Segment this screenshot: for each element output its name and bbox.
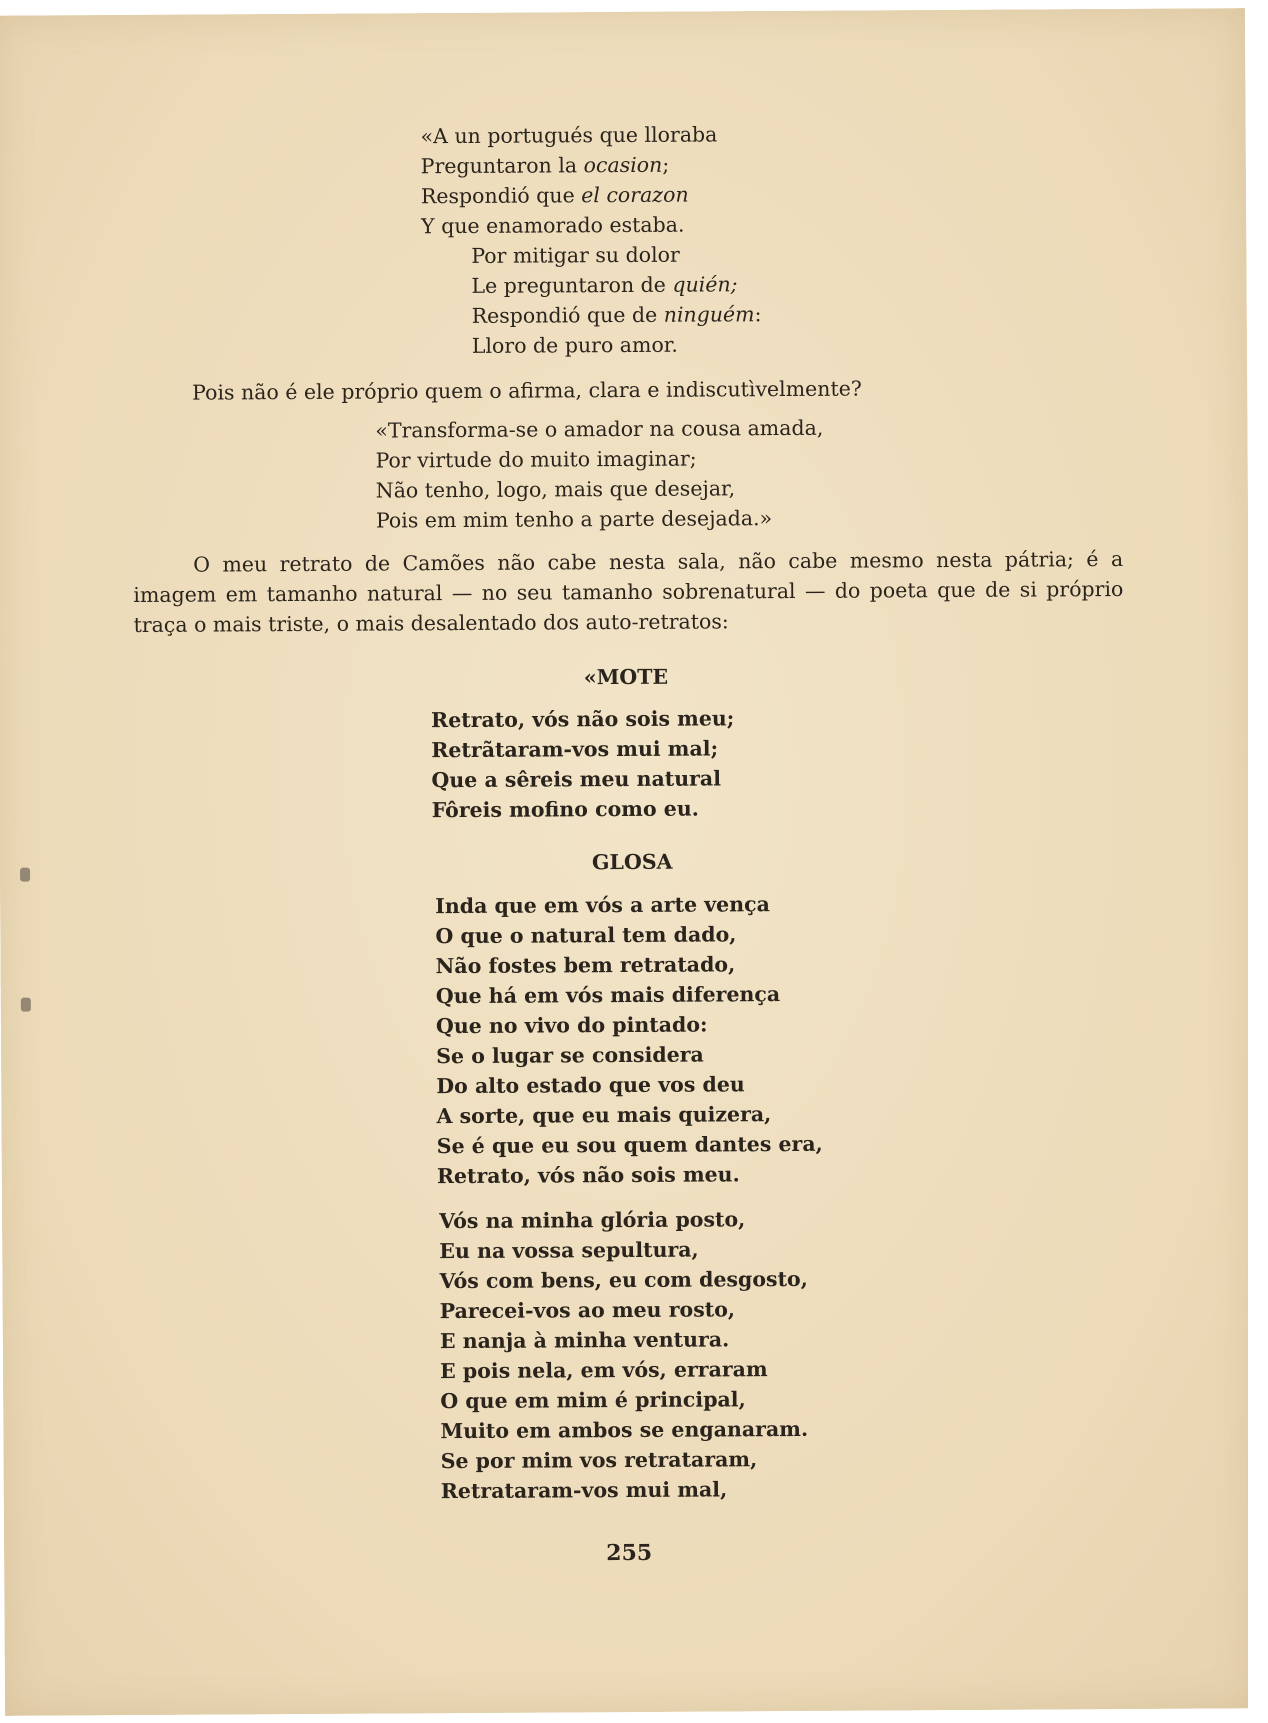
verse-line: [421, 209, 761, 241]
mote-verse: [431, 703, 735, 825]
verse-text: «A un portugués que lloraba: [420, 122, 718, 149]
verse-line: O que em mim é principal,: [440, 1387, 746, 1414]
verse-line: Eu na vossa sepultura,: [439, 1237, 699, 1264]
page-margin: [1248, 0, 1268, 1723]
italic-word: el corazon: [581, 182, 689, 208]
verse-line: [421, 269, 761, 301]
verse-line: «Transforma-se o amador na cousa amada,: [375, 415, 824, 443]
verse-text: Respondió que: [420, 183, 582, 209]
verse-line: Inda que em vós a arte vença: [435, 892, 770, 919]
glosa-stanza-1: [435, 889, 823, 1191]
verse-line: O que o natural tem dado,: [435, 922, 737, 949]
verse-text: Lloro de puro amor.: [471, 332, 678, 358]
verse-text: ;: [662, 152, 670, 177]
verse-line: Vós na minha glória posto,: [439, 1207, 746, 1234]
paragraph-question-text: Pois não é ele próprio quem o afirma, clara e indiscutìvelmente?: [192, 376, 862, 405]
verse-line: [421, 149, 761, 181]
verse-line: Retrataram-vos mui mal,: [440, 1477, 728, 1504]
verse-text: :: [754, 302, 762, 327]
verse-line: Por virtude do muito imaginar;: [375, 446, 697, 473]
verse-text: Preguntaron la: [420, 153, 584, 179]
italic-word: quién;: [672, 272, 738, 297]
verse-line: Não fostes bem retratado,: [435, 952, 736, 979]
verse-text: Respondió que de: [471, 302, 664, 328]
verse-line: [420, 119, 760, 151]
verse-line: Parecei-vos ao meu rosto,: [439, 1297, 736, 1324]
mote-title: «MOTE: [583, 664, 669, 690]
verse-text: Por mitigar su dolor: [471, 242, 680, 268]
binding-hole-mark: [21, 998, 31, 1012]
verse-line: Se é que eu sou quem dantes era,: [436, 1131, 823, 1159]
book-page: [0, 8, 1255, 1716]
verse-line: [422, 299, 762, 331]
verse-line: Não tenho, logo, mais que desejar,: [375, 476, 736, 503]
page-number: 255: [606, 1539, 653, 1567]
italic-word: ninguém: [663, 302, 755, 327]
verse-line: Pois em mim tenho a parte desejada.»: [375, 506, 773, 533]
verse-line: E pois nela, em vós, erraram: [440, 1357, 768, 1384]
verse-line: Vós com bens, eu com desgosto,: [439, 1266, 808, 1294]
verse-line: Que há em vós mais diferença: [435, 982, 781, 1009]
verse-line: Retrãtaram-vos mui mal;: [431, 736, 719, 763]
italic-word: ocasion: [583, 152, 663, 178]
paragraph-portrait: [133, 544, 1124, 640]
verse-line: A sorte, que eu mais quizera,: [436, 1102, 772, 1129]
verse-line: Que a sêreis meu natural: [431, 766, 722, 793]
verse-line: Que no vivo do pintado:: [435, 1012, 708, 1039]
verse-line: [421, 179, 761, 211]
verse-line: Fôreis mofino como eu.: [431, 796, 699, 823]
glosa-stanza-2: [439, 1204, 809, 1506]
paragraph-question: [192, 373, 952, 408]
glosa-title: GLOSA: [591, 849, 673, 875]
verse-line: [421, 239, 761, 271]
binding-hole-mark: [20, 868, 30, 882]
verse-line: Se por mim vos retrataram,: [440, 1447, 758, 1474]
verse-line: Retrato, vós não sois meu.: [436, 1162, 740, 1189]
verse-text: Le preguntaron de: [471, 272, 673, 298]
verse-line: Do alto estado que vos deu: [436, 1072, 745, 1099]
transforma-quote-verse: [375, 413, 824, 536]
verse-line: Retrato, vós não sois meu;: [431, 706, 735, 733]
verse-text: Y que enamorado estaba.: [421, 212, 685, 239]
paragraph-portrait-text: O meu retrato de Camões não cabe nesta sala, não cabe mesmo nesta pátria; é a imagem em tamanho natural — no seu tamanho sobrenatural — do poeta que de si próprio traça o mais triste, o mais desalentado dos auto-retratos:: [133, 546, 1124, 637]
verse-line: Muito em ambos se enganaram.: [440, 1416, 809, 1444]
verse-line: E nanja à minha ventura.: [439, 1327, 730, 1354]
spanish-quote-verse: [420, 119, 761, 361]
verse-line: [422, 329, 762, 361]
verse-line: Se o lugar se considera: [436, 1042, 704, 1069]
